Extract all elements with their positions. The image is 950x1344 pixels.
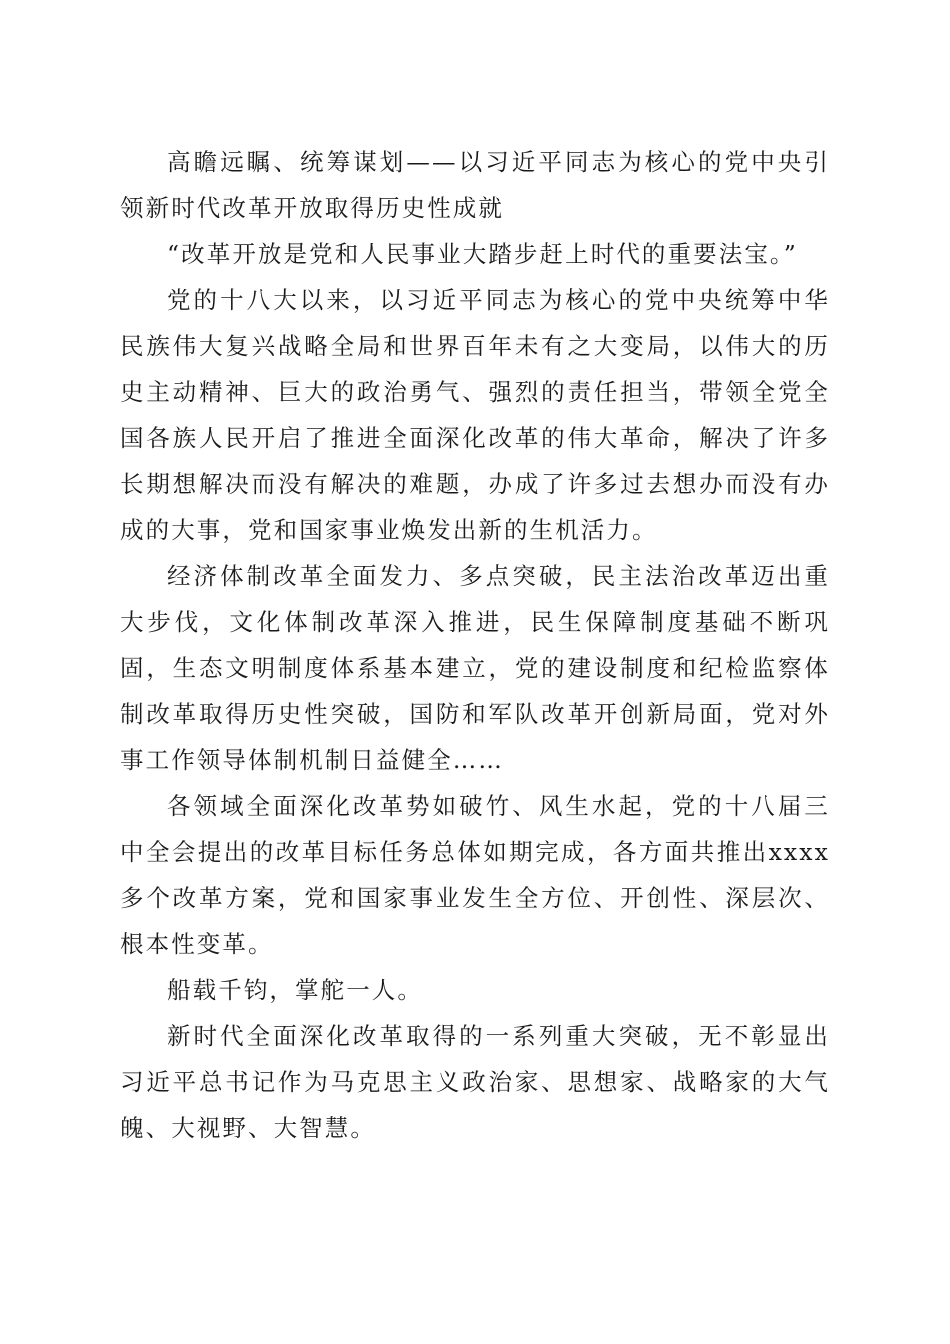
- paragraph-helmsman: 船载千钧，掌舵一人。: [167, 976, 423, 1004]
- paragraph-achievements: 各领域全面深化改革势如破竹、风生水起，党的十八届三中全会提出的改革目标任务总体如期完成，各方面共推出xxxx多个改革方案，党和国家事业发生全方位、开创性、深层次、根本性变革。: [120, 792, 830, 958]
- paragraph-title: 高瞻远瞩、统筹谋划——以习近平同志为核心的党中央引领新时代改革开放取得历史性成就: [120, 148, 830, 222]
- paragraph-quote: “改革开放是党和人民事业大踏步赶上时代的重要法宝。”: [167, 240, 798, 268]
- paragraph-conclusion: 新时代全面深化改革取得的一系列重大突破，无不彰显出习近平总书记作为马克思主义政治家、思想家、战略家的大气魄、大视野、大智慧。: [120, 1022, 830, 1142]
- paragraph-intro: 党的十八大以来，以习近平同志为核心的党中央统筹中华民族伟大复兴战略全局和世界百年未有之大变局，以伟大的历史主动精神、巨大的政治勇气、强烈的责任担当，带领全党全国各族人民开启了推进全面深化改革的伟大革命，解决了许多长期想解决而没有解决的难题，办成了许多过去想办而没有办成的大事，党和国家事业焕发出新的生机活力。: [120, 286, 830, 544]
- document-body: [120, 139, 830, 1151]
- paragraph-reforms: 经济体制改革全面发力、多点突破，民主法治改革迈出重大步伐，文化体制改革深入推进，民生保障制度基础不断巩固，生态文明制度体系基本建立，党的建设制度和纪检监察体制改革取得历史性突破，国防和军队改革开创新局面，党对外事工作领导体制机制日益健全……: [120, 562, 830, 774]
